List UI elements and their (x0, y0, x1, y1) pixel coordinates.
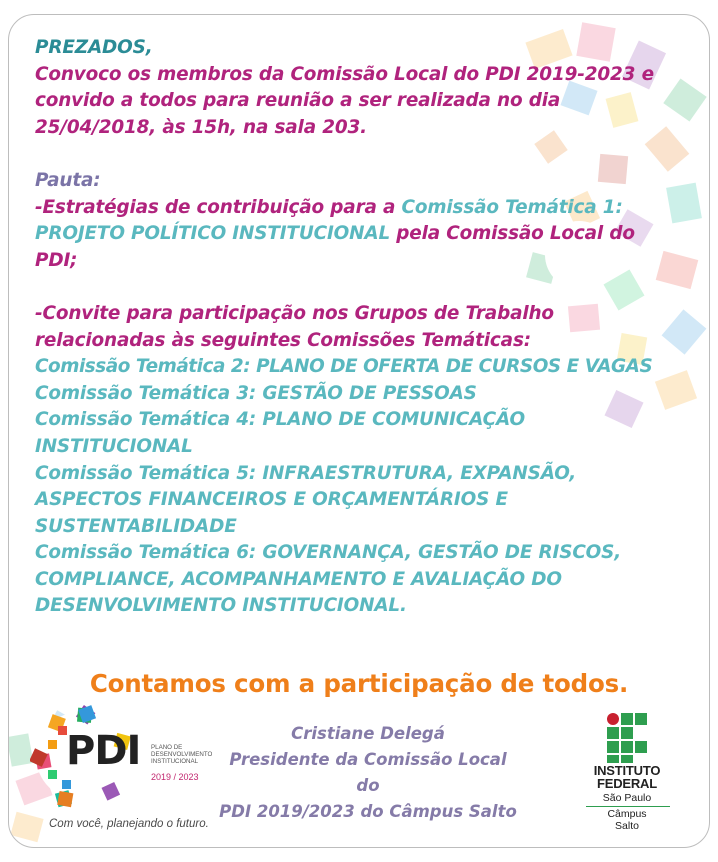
commission-line: Comissão Temática 3: GESTÃO DE PESSOAS (35, 382, 477, 404)
agenda-item-1-line (35, 221, 699, 248)
if-name-line: INSTITUTO (593, 763, 661, 778)
commission-line: SUSTENTABILIDADE (35, 515, 237, 537)
signer-role-line: PDI 2019/2023 do Câmpus Salto (219, 802, 517, 821)
pdi-subtitle-line: INSTITUCIONAL (151, 758, 199, 766)
agenda-heading: Pauta: (35, 169, 101, 191)
commission-line: INSTITUCIONAL (35, 435, 193, 457)
if-logo-divider (586, 806, 670, 807)
if-campus-line: Câmpus (607, 808, 647, 820)
agenda-item-1-line (35, 195, 699, 222)
greeting: PREZADOS, (35, 37, 153, 58)
agenda-item-text: -Estratégias de contribuição para a (35, 196, 402, 218)
commission-line: Comissão Temática 6: GOVERNANÇA, GESTÃO DE RISCOS, (35, 542, 622, 564)
commission-line: COMPLIANCE, ACOMPANHAMENTO E AVALIAÇÃO DO (35, 568, 562, 590)
intro-line: 25/04/2018, às 15h, na sala 203. (35, 116, 367, 138)
commission-line: ASPECTOS FINANCEIROS E ORÇAMENTÁRIOS E (35, 489, 508, 511)
agenda-item-2-line: -Convite para participação nos Grupos de Trabalho (35, 302, 554, 324)
closing-message: Contamos com a participação de todos. (89, 669, 629, 698)
commission-line: Comissão Temática 5: INFRAESTRUTURA, EXPANSÃO, (35, 462, 577, 484)
agenda-item-2-line: relacionadas às seguintes Comissões Temáticas: (35, 329, 531, 351)
instituto-federal-logo-icon (606, 712, 648, 764)
if-logo-campus (570, 808, 684, 832)
signer-role-line: Presidente da Comissão Local do (229, 750, 507, 795)
signer-name: Cristiane Delegá (291, 724, 445, 743)
commission-line: DESENVOLVIMENTO INSTITUCIONAL. (35, 595, 407, 617)
if-name-line: FEDERAL (597, 776, 657, 791)
if-logo-state: São Paulo (602, 792, 652, 804)
pdi-subtitle-line: DESENVOLVIMENTO (151, 751, 213, 759)
commission-title: PROJETO POLÍTICO INSTITUCIONAL (35, 223, 391, 245)
intro-line: Convoco os membros da Comissão Local do PDI 2019-2023 e (35, 63, 654, 85)
commission-line: Comissão Temática 2: PLANO DE OFERTA DE CURSOS E VAGAS (35, 356, 653, 378)
pdi-logo-word: PDI (66, 728, 141, 774)
pdi-tagline: Com você, planejando o futuro. (49, 818, 209, 830)
pdi-logo-subtitle (151, 744, 212, 766)
if-campus-line: Salto (615, 820, 639, 832)
notice-body (35, 35, 699, 620)
signature-block (218, 721, 518, 825)
commission-ref: Comissão Temática 1: (401, 196, 623, 218)
spacer (35, 274, 699, 301)
agenda-item-1-line: PDI; (35, 249, 78, 271)
pdi-logo-years: 2019 / 2023 (151, 772, 199, 782)
pdi-subtitle-line: PLANO DE (151, 744, 183, 751)
intro-line: convido a todos para reunião a ser realizada no dia (35, 90, 561, 112)
agenda-item-text: pela Comissão Local do (390, 223, 635, 245)
if-logo-name (570, 764, 684, 790)
spacer (35, 141, 699, 168)
commission-line: Comissão Temática 4: PLANO DE COMUNICAÇÃO (35, 409, 526, 431)
